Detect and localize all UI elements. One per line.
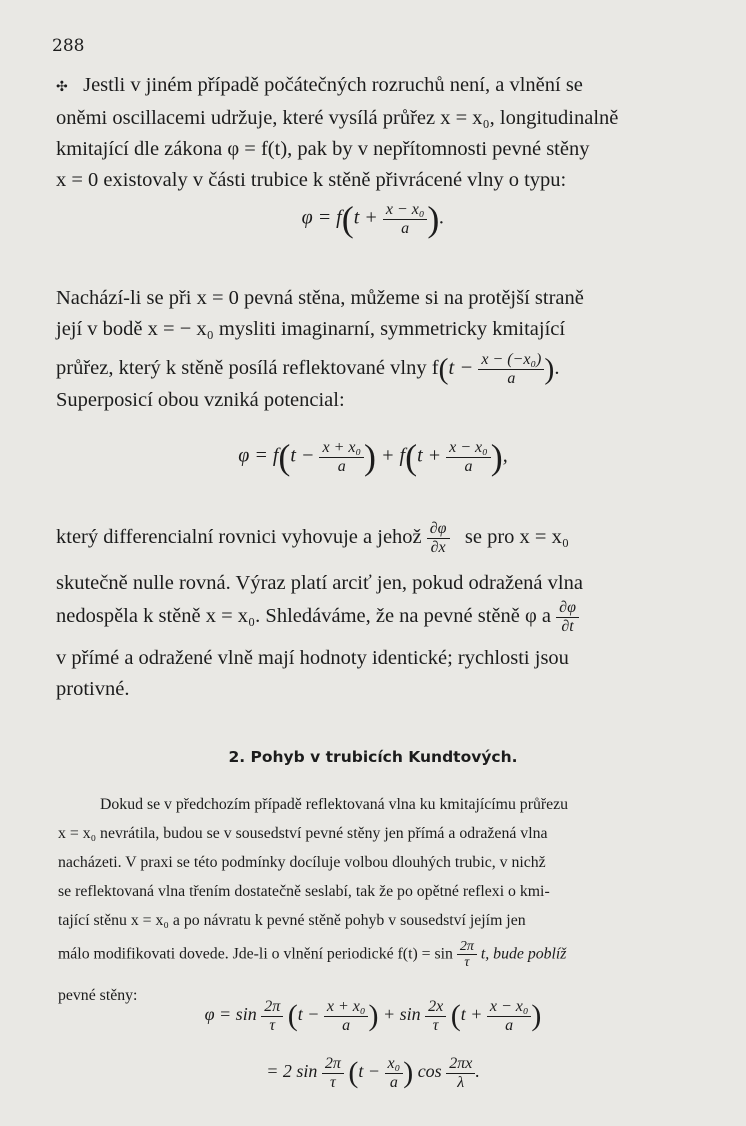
para2-line-1: Nachází-li se při x = 0 pevná stěna, můžeme si na protější straně [56,287,584,309]
formula-2: φ = f(t − $\frac{\text{x + x₀}}{a}$ ) + f(t + $\frac{\text{x − x₀}}{a}$ ), [238,437,508,477]
para5-line-7: pevné stěny: [58,987,138,1004]
para4-line-4: v přímé a odražené vlně mají hodnoty identické; rychlosti jsou [56,647,569,669]
para5-line-2: x = x₀ nevrátila, budou se v sousedství pevné stěny jen přímá a odražená vlna [58,825,548,842]
para5-line-6: málo modifikovati dovede. Jde-li o vlnění periodické f(t) = sin $\frac{2\pi}{\tau}$ t, bude poblíž [58,939,567,971]
para5-line-1: Dokud se v předchozím případě reflektovaná vlna ku kmitajícímu průřezu [100,796,569,813]
para1-line-1: ✣ Jestli v jiném případě počátečných rozruchů není, a vlnění se [56,74,583,96]
formula-3: φ = sin $\frac{2\pi}{\tau}$ (t − $\frac{\text{x + x₀}}{a}$ ) + sin $\frac{2x}{\tau}$ (t + $\frac{\text{x − x₀}}{a}$ ) [204,998,542,1034]
fraction: $\frac{\text{x − x₀}}{a}$ [383,201,428,237]
para1-line-2: oněmi oscillacemi udržuje, které vysílá průřez x = x₀, longitudinalně [56,107,619,129]
para5-line-3: nacházeti. V praxi se této podmínky docíluje volbou dlouhých trubic, v nichž [58,854,546,871]
page-number: 288 [52,36,85,56]
paragraph-4 [56,520,674,705]
para4-line-2: skutečně nulle rovná. Výraz platí arciť jen, pokud odražená vlna [56,572,583,594]
paragraph-5 [58,790,680,1010]
formula-1: φ = f(t + $\frac{\text{x − x₀}}{a}$ ). [301,199,445,239]
formula-4: = 2 sin $\frac{2\pi}{\tau}$ (t − $\frac{\text{x₀}}{a}$ ) cos $\frac{2\pi x}{\lambda}$ . [266,1055,480,1091]
paragraph-3: Superposicí obou vzniká potencial: [56,389,345,411]
para4-line-3: nedospěla k stěně x = x₀. Shledáváme, že na pevné stěně φ a $\frac{\partial\varphi}{\partial t}$ [56,599,674,643]
para5-line-5: tající stěnu x = x₀ a po návratu k pevné stěně pohyb v sousedství jejím jen [58,912,526,929]
para2-line-3: průřez, který k stěně posílá reflektované vlny f(t − $\frac{\text{x − (−x₀)}}{a}$ ). [56,351,560,387]
footnote-marker: ✣ [56,80,68,95]
para4-line-1: který differencialní rovnici vyhovuje a jehož $\frac{\partial\varphi}{\partial x}$ se pro x = x₀ [56,520,570,556]
para1-line-3: kmitající dle zákona φ = f(t), pak by v nepřítomnosti pevné stěny [56,138,590,160]
section-heading: 2. Pohyb v trubicích Kundtových. [228,748,518,766]
paragraph-2 [56,283,674,387]
para5-line-4: se reflektovaná vlna třením dostatečně seslabí, tak že po opětné reflexi o kmi- [58,883,550,900]
para4-line-5: protivné. [56,678,130,700]
para1-line-4: x = 0 existovaly v části trubice k stěně přivrácené vlny o typu: [56,169,567,191]
paragraph-1 [56,70,674,196]
para2-line-2: její v bodě x = − x₀ mysliti imaginarní, symmetricky kmitající [56,318,566,340]
